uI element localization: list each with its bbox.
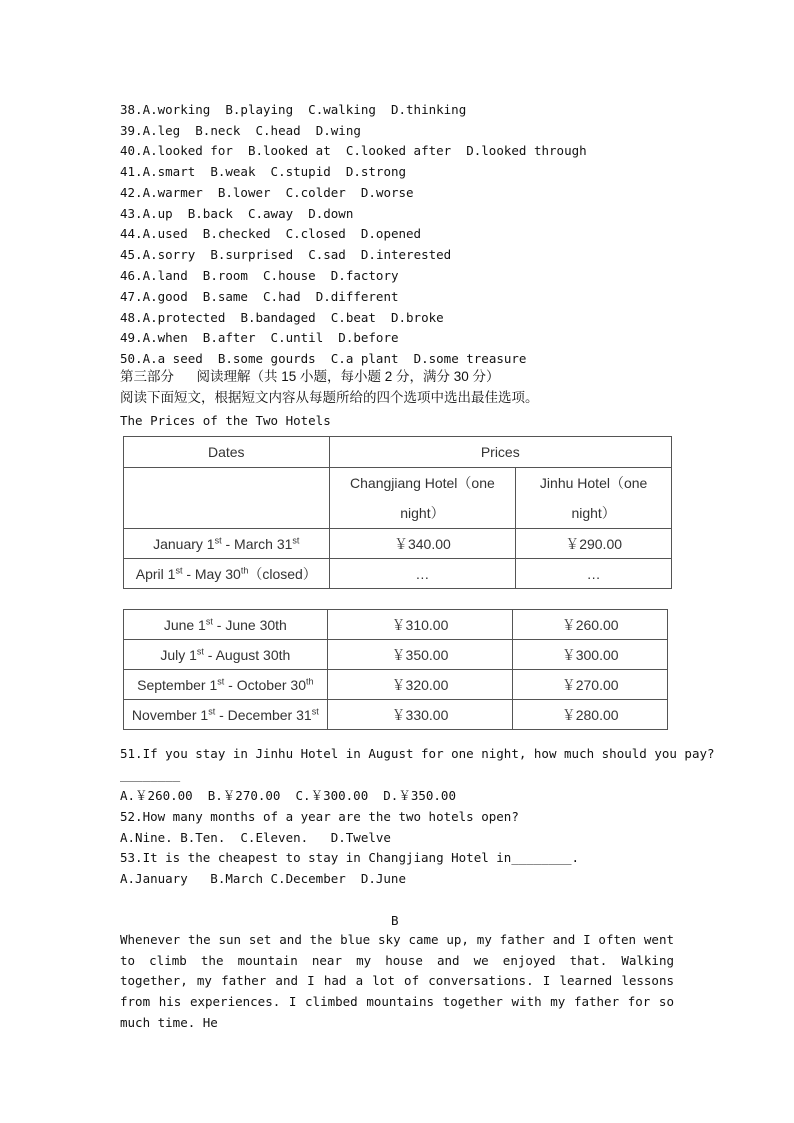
- question-number: 41.: [120, 164, 143, 179]
- date-text: July 1: [160, 646, 197, 663]
- answer-option: A.up: [142, 206, 173, 221]
- answer-option: B.looked at: [247, 143, 331, 158]
- date-text: June 1: [163, 616, 206, 633]
- answer-option: A.sorry: [142, 247, 196, 262]
- cloze-question-row: [120, 225, 421, 243]
- question-51-blank: ________: [120, 767, 181, 782]
- header-changjiang: Changjiang Hotel（one night）: [329, 468, 516, 529]
- answer-option: B.playing: [225, 102, 294, 117]
- price-row: [124, 610, 668, 640]
- section-heading: 第三部分 阅读理解（共 15 小题，每小题 2 分，满分 30 分）: [120, 369, 500, 384]
- date-text: November 1: [131, 706, 209, 723]
- section-instruction: 阅读下面短文，根据短文内容从每题所给的四个选项中选出最佳选项。: [120, 390, 539, 405]
- price-row: [124, 700, 668, 730]
- answer-option: D.interested: [360, 247, 452, 262]
- answer-option: A.leg: [142, 123, 181, 138]
- date-range-cell: [124, 670, 328, 700]
- date-text: - May 30: [182, 565, 241, 582]
- answer-option: B.back: [187, 206, 233, 221]
- answer-option: C.house: [263, 268, 316, 283]
- ordinal-suffix: st: [196, 645, 204, 656]
- question-number: 39.: [120, 123, 143, 138]
- answer-option: B.same: [202, 289, 248, 304]
- header-jinhu: Jinhu Hotel（one night）: [516, 468, 672, 529]
- question-number: 43.: [120, 206, 143, 221]
- question-number: 48.: [120, 310, 143, 325]
- answer-option: C.away: [247, 206, 294, 221]
- ordinal-suffix: st: [311, 705, 319, 716]
- cloze-question-row: [120, 101, 466, 119]
- date-text: - June 30th: [212, 616, 287, 633]
- cloze-question-row: [120, 267, 399, 285]
- question-number: 47.: [120, 289, 143, 304]
- ordinal-suffix: th: [306, 675, 314, 686]
- ordinal-suffix: st: [217, 675, 225, 686]
- changjiang-price-cell: ￥340.00: [329, 529, 516, 559]
- question-number: 38.: [120, 102, 143, 117]
- answer-option: A.good: [142, 289, 188, 304]
- answer-option: A.warmer: [142, 185, 203, 200]
- answer-option: D.thinking: [390, 102, 467, 117]
- changjiang-price-cell: ￥310.00: [327, 610, 513, 640]
- answer-option: B.checked: [202, 226, 271, 241]
- question-53-stem: 53.It is the cheapest to stay in Changjiang Hotel in________.: [120, 850, 580, 865]
- answer-option: A.used: [142, 226, 188, 241]
- question-number: 40.: [120, 143, 143, 158]
- answer-option: A.protected: [142, 310, 226, 325]
- answer-option: C.a plant: [330, 351, 399, 366]
- date-range-cell: [124, 610, 328, 640]
- question-number: 42.: [120, 185, 143, 200]
- answer-option: A.a seed: [142, 351, 203, 366]
- ordinal-suffix: st: [205, 615, 213, 626]
- answer-option: D.looked through: [466, 143, 587, 158]
- date-text: - October 30: [224, 676, 306, 693]
- question-number: 44.: [120, 226, 143, 241]
- answer-option: D.wing: [315, 123, 361, 138]
- answer-option: D.some treasure: [413, 351, 527, 366]
- question-51-options: A.￥260.00 B.￥270.00 C.￥300.00 D.￥350.00: [120, 788, 456, 803]
- answer-option: B.bandaged: [240, 310, 316, 325]
- date-range-cell: [124, 559, 330, 589]
- question-51-stem: 51.If you stay in Jinhu Hotel in August for one night, how much should you pay?: [120, 746, 715, 761]
- jinhu-price-cell: ￥270.00: [513, 670, 668, 700]
- answer-option: A.when: [142, 330, 188, 345]
- ordinal-suffix: th: [240, 564, 249, 575]
- answer-option: D.down: [308, 206, 354, 221]
- ordinal-suffix: st: [214, 534, 222, 545]
- question-number: 49.: [120, 330, 143, 345]
- answer-option: C.looked after: [345, 143, 452, 158]
- date-range-cell: [124, 529, 330, 559]
- answer-option: C.until: [270, 330, 324, 345]
- header-prices: Prices: [329, 437, 671, 468]
- cloze-question-row: [120, 163, 406, 181]
- answer-option: B.lower: [217, 185, 271, 200]
- answer-option: B.neck: [195, 123, 241, 138]
- date-range-cell: [124, 700, 328, 730]
- answer-option: A.smart: [142, 164, 196, 179]
- header-empty-cell: [124, 468, 330, 529]
- passage-a-title: The Prices of the Two Hotels: [120, 413, 331, 428]
- date-text: - December 31: [215, 706, 312, 723]
- answer-option: A.looked for: [142, 143, 233, 158]
- answer-option: B.room: [202, 268, 248, 283]
- cloze-question-row: [120, 142, 587, 160]
- answer-option: D.different: [315, 289, 399, 304]
- cloze-question-row: [120, 329, 399, 347]
- cloze-question-row: [120, 122, 361, 140]
- question-number: 45.: [120, 247, 143, 262]
- price-row: [124, 559, 672, 589]
- answer-option: D.before: [338, 330, 399, 345]
- answer-option: B.some gourds: [217, 351, 316, 366]
- answer-option: C.colder: [285, 185, 346, 200]
- date-text: （closed）: [248, 565, 317, 582]
- question-number: 50.: [120, 351, 143, 366]
- jinhu-price-cell: ￥280.00: [513, 700, 668, 730]
- answer-option: C.beat: [330, 310, 376, 325]
- question-52-options: A.Nine. B.Ten. C.Eleven. D.Twelve: [120, 830, 391, 845]
- answer-option: B.surprised: [210, 247, 294, 262]
- answer-option: C.had: [263, 289, 301, 304]
- answer-option: D.broke: [390, 310, 444, 325]
- answer-option: C.closed: [285, 226, 346, 241]
- date-text: - August 30th: [203, 646, 291, 663]
- answer-option: C.walking: [308, 102, 376, 117]
- cloze-question-row: [120, 246, 451, 264]
- passage-b-text: Whenever the sun set and the blue sky came up, my father and I often went to climb the mountain near my house and we enjoyed that. Walking together, my father and I had a lot of conversations. I learned lessons from his experiences. I climbed mountains together with my father for so much time. He: [120, 932, 674, 1030]
- price-table-1: [123, 436, 672, 589]
- date-text: - March 31: [221, 535, 293, 552]
- cloze-question-row: [120, 288, 399, 306]
- changjiang-price-cell: ￥350.00: [327, 640, 513, 670]
- jinhu-price-cell: …: [516, 559, 672, 589]
- answer-option: D.factory: [330, 268, 399, 283]
- question-52-stem: 52.How many months of a year are the two hotels open?: [120, 809, 519, 824]
- answer-option: C.stupid: [270, 164, 331, 179]
- answer-option: D.opened: [360, 226, 422, 241]
- question-number: 46.: [120, 268, 143, 283]
- passage-b-label: B: [391, 913, 399, 928]
- answer-option: B.weak: [210, 164, 256, 179]
- date-range-cell: [124, 640, 328, 670]
- date-text: September 1: [137, 676, 218, 693]
- changjiang-price-cell: …: [329, 559, 516, 589]
- answer-option: B.after: [202, 330, 256, 345]
- answer-option: C.head: [255, 123, 301, 138]
- cloze-question-row: [120, 184, 414, 202]
- answer-option: A.working: [142, 102, 211, 117]
- header-dates: Dates: [124, 437, 330, 468]
- answer-option: D.strong: [345, 164, 407, 179]
- price-row: [124, 640, 668, 670]
- answer-option: A.land: [142, 268, 188, 283]
- answer-option: D.worse: [360, 185, 414, 200]
- cloze-question-row: [120, 350, 526, 368]
- cloze-question-row: [120, 205, 353, 223]
- changjiang-price-cell: ￥330.00: [327, 700, 513, 730]
- ordinal-suffix: st: [208, 705, 216, 716]
- jinhu-price-cell: ￥260.00: [513, 610, 668, 640]
- ordinal-suffix: st: [292, 534, 300, 545]
- date-text: April 1: [135, 565, 176, 582]
- cloze-question-row: [120, 309, 444, 327]
- date-text: January 1: [153, 535, 215, 552]
- price-row: [124, 529, 672, 559]
- ordinal-suffix: st: [175, 564, 183, 575]
- jinhu-price-cell: ￥290.00: [516, 529, 672, 559]
- answer-option: C.sad: [308, 247, 346, 262]
- price-row: [124, 670, 668, 700]
- question-53-options: A.January B.March C.December D.June: [120, 871, 406, 886]
- price-table-2: [123, 609, 668, 730]
- jinhu-price-cell: ￥300.00: [513, 640, 668, 670]
- changjiang-price-cell: ￥320.00: [327, 670, 513, 700]
